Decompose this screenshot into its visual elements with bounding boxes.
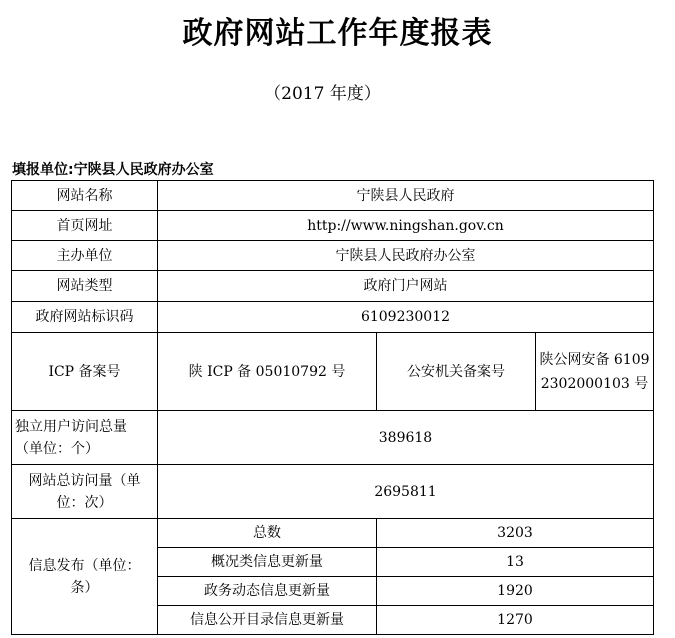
total-visits-label: 网站总访问量（单位：次） <box>12 465 158 519</box>
info-item-label: 总数 <box>158 519 377 548</box>
row-site-name <box>12 181 654 211</box>
row-icp <box>12 333 654 411</box>
reporting-unit: 填报单位:宁陕县人民政府办公室 <box>12 162 214 178</box>
report-title: 政府网站工作年度报表 <box>182 16 493 51</box>
info-item-value: 1270 <box>377 606 654 635</box>
info-item-label: 信息公开目录信息更新量 <box>158 606 377 635</box>
row-info-total <box>12 519 654 548</box>
icp-label: ICP 备案号 <box>12 333 158 411</box>
site-id-label: 政府网站标识码 <box>12 302 158 333</box>
info-item-value: 3203 <box>377 519 654 548</box>
info-item-label: 政务动态信息更新量 <box>158 577 377 606</box>
homepage-url-label: 首页网址 <box>12 211 158 241</box>
unique-visitors-value: 389618 <box>158 411 654 465</box>
site-name-value: 宁陕县人民政府 <box>158 181 654 211</box>
total-visits-value: 2695811 <box>158 465 654 519</box>
police-record-value: 陕公网安备 61092302000103 号 <box>536 333 654 411</box>
row-total-visits <box>12 465 654 519</box>
info-item-label: 概况类信息更新量 <box>158 548 377 577</box>
site-type-value: 政府门户网站 <box>158 271 654 302</box>
info-item-value: 13 <box>377 548 654 577</box>
row-site-type <box>12 271 654 302</box>
site-name-label: 网站名称 <box>12 181 158 211</box>
info-publish-label: 信息发布（单位：条） <box>12 519 158 635</box>
unique-visitors-label: 独立用户访问总量（单位：个） <box>12 411 158 465</box>
row-organizer <box>12 241 654 271</box>
site-id-value: 6109230012 <box>158 302 654 333</box>
row-homepage-url <box>12 211 654 241</box>
row-unique-visitors <box>12 411 654 465</box>
site-type-label: 网站类型 <box>12 271 158 302</box>
organizer-label: 主办单位 <box>12 241 158 271</box>
homepage-url-value: http://www.ningshan.gov.cn <box>158 211 654 241</box>
report-table <box>11 180 654 635</box>
row-site-id <box>12 302 654 333</box>
police-record-label: 公安机关备案号 <box>377 333 536 411</box>
info-item-value: 1920 <box>377 577 654 606</box>
icp-value: 陕 ICP 备 05010792 号 <box>158 333 377 411</box>
report-year: （2017 年度） <box>264 84 381 104</box>
organizer-value: 宁陕县人民政府办公室 <box>158 241 654 271</box>
